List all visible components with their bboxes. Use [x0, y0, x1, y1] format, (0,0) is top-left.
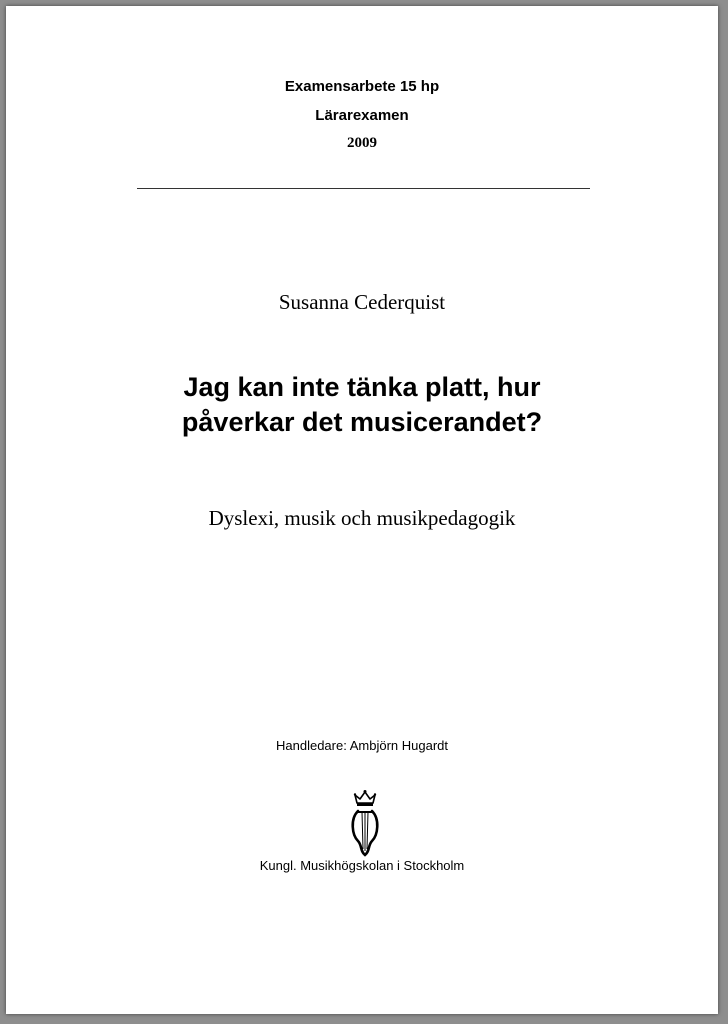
institution-name: Kungl. Musikhögskolan i Stockholm [259, 858, 465, 873]
thesis-subtitle: Dyslexi, musik och musikpedagogik [208, 506, 516, 530]
year-label: 2009 [347, 135, 377, 151]
horizontal-divider [137, 188, 590, 189]
thesis-type: Examensarbete 15 hp [284, 78, 440, 95]
crowned-lyre-icon [346, 789, 384, 859]
title-line-1: Jag kan inte tänka platt, hur [183, 372, 541, 402]
degree-label: Lärarexamen [315, 107, 409, 124]
document-page [6, 6, 718, 1014]
thesis-title [6, 370, 718, 440]
supervisor-label: Handledare: Ambjörn Hugardt [276, 738, 448, 753]
author-name: Susanna Cederquist [278, 290, 446, 314]
title-line-2: påverkar det musicerandet? [181, 407, 543, 437]
